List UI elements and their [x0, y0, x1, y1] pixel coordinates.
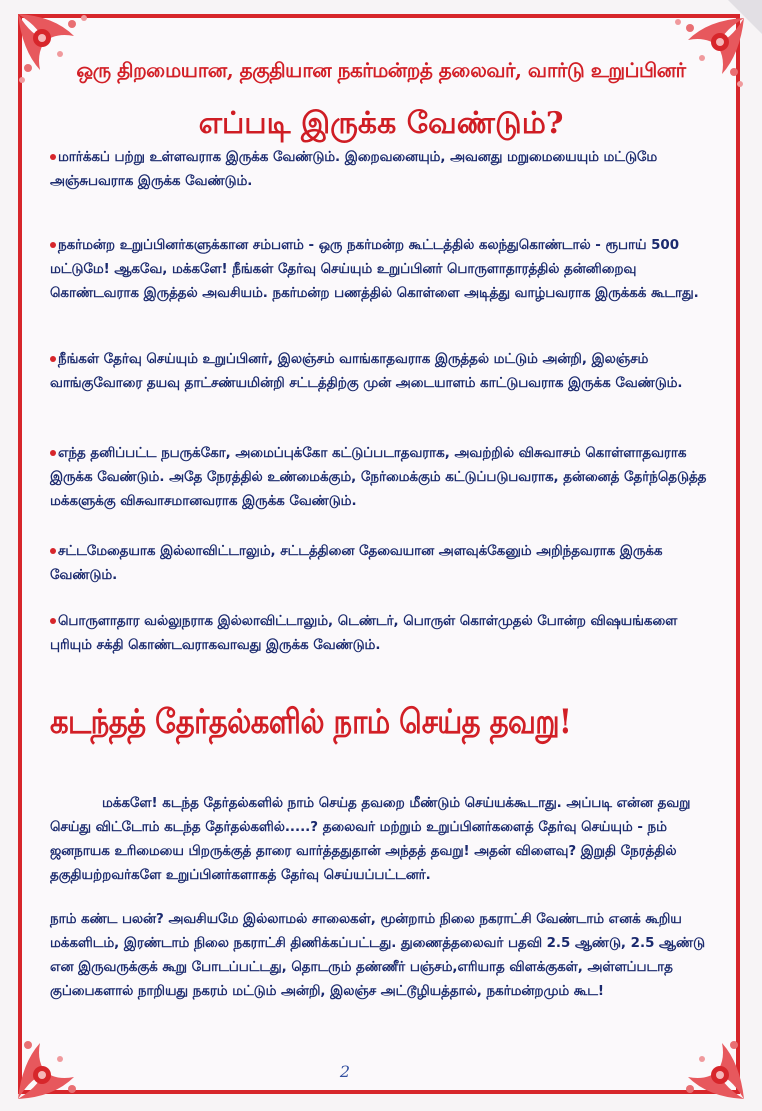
floral-corner-icon	[14, 10, 106, 102]
paragraph-text: மக்களே! கடந்த தேர்தல்களில் நாம் செய்த தவறை மீண்டும் செய்யக்கூடாது. அப்படி என்ன தவறு செய்து விட்டோம் கடந்த தேர்தல்களில்.....? தலைவர் மற்றும் உறுப்பினர்களைத் தேர்வு செய்யும் - நம் ஜனநாயக உரிமையை பிறருக்குத் தாரை வார்த்ததுதான் அந்தத் தவறு! அதன் விளைவு? இறுதி நேரத்தில் தகுதியற்றவர்களே உறுப்பினர்களாகத் தேர்வு செய்யப்பட்டனர்.	[50, 796, 691, 883]
point-text: நகர்மன்ற உறுப்பினர்களுக்கான சம்பளம் - ஒரு நகர்மன்ற கூட்டத்தில் கலந்துகொண்டால் - ரூபாய் 500 மட்டுமே! ஆகவே, மக்களே! நீங்கள் தேர்வு செய்யும் உறுப்பினர் பொருளாதாரத்தில் தன்னிறைவு கொண்டவராக இருத்தல் அவசியம். நகர்மன்ற பணத்தில் கொள்ளை அடித்து வாழ்பவராக இருக்கக் கூடாது.	[50, 238, 699, 301]
bullet-icon	[50, 450, 56, 456]
section-paragraph-2	[50, 908, 712, 1004]
section-title: கடந்தத் தேர்தல்களில் நாம் செய்த தவறு!	[50, 702, 572, 742]
list-item	[50, 348, 712, 396]
list-item	[50, 540, 712, 588]
point-text: பொருளாதார வல்லுநராக இல்லாவிட்டாலும், டெண்டர், பொருள் கொள்முதல் போன்ற விஷயங்களை புரியும் சக்தி கொண்டவராகவாவது இருக்க வேண்டும்.	[50, 614, 678, 653]
list-item	[50, 234, 712, 306]
page-subtitle: ஒரு திறமையான, தகுதியான நகர்மன்றத் தலைவர், வார்டு உறுப்பினர்	[76, 58, 686, 82]
bullet-icon	[50, 242, 56, 248]
paragraph-text: நாம் கண்ட பலன்? அவசியமே இல்லாமல் சாலைகள், மூன்றாம் நிலை நகராட்சி வேண்டாம் எனக் கூறிய மக்களிடம், இரண்டாம் நிலை நகராட்சி திணிக்கப்பட்டது. துணைத்தலைவர் பதவி 2.5 ஆண்டு, 2.5 ஆண்டு என இருவருக்குக் கூறு போடப்பட்டது, தொடரும் தண்ணீர் பஞ்சம்,எரியாத விளக்குகள், அள்ளப்படாத குப்பைகளால் நாறியது நகரம் மட்டும் அன்றி, இலஞ்ச அட்டூழியத்தால், நகர்மன்றமும் கூட!	[50, 912, 705, 999]
point-text: எந்த தனிப்பட்ட நபருக்கோ, அமைப்புக்கோ கட்டுப்படாதவராக, அவற்றில் விசுவாசம் கொள்ளாதவராக இருக்க வேண்டும். அதே நேரத்தில் உண்மைக்கும், நேர்மைக்கும் கட்டுப்படுபவராக, தன்னைத் தேர்ந்தெடுத்த மக்களுக்கு விசுவாசமானவராக இருக்க வேண்டும்.	[50, 446, 707, 509]
section-paragraph-1	[50, 792, 712, 888]
list-item	[50, 610, 712, 658]
list-item	[50, 442, 712, 514]
point-text: மார்க்கப் பற்று உள்ளவராக இருக்க வேண்டும். இறைவனையும், அவனது மறுமையையும் மட்டுமே அஞ்சுபவராக இருக்க வேண்டும்.	[50, 150, 658, 189]
bullet-icon	[50, 548, 56, 554]
point-text: நீங்கள் தேர்வு செய்யும் உறுப்பினர், இலஞ்சம் வாங்காதவராக இருத்தல் மட்டும் அன்றி, இலஞ்சம் வாங்குவோரை தயவு தாட்சண்யமின்றி சட்டத்திற்கு முன் அடையாளம் காட்டுபவராக இருக்க வேண்டும்.	[50, 352, 683, 391]
floral-corner-icon	[14, 1011, 106, 1103]
bullet-icon	[50, 154, 56, 160]
point-text: சட்டமேதையாக இல்லாவிட்டாலும், சட்டத்தினை தேவையான அளவுக்கேனும் அறிந்தவராக இருக்க வேண்டும்.	[50, 544, 663, 583]
floral-corner-icon	[656, 1011, 748, 1103]
page-title: எப்படி இருக்க வேண்டும்?	[198, 106, 564, 141]
bullet-icon	[50, 356, 56, 362]
bullet-icon	[50, 618, 56, 624]
page-number: 2	[339, 1062, 351, 1081]
list-item	[50, 146, 712, 194]
